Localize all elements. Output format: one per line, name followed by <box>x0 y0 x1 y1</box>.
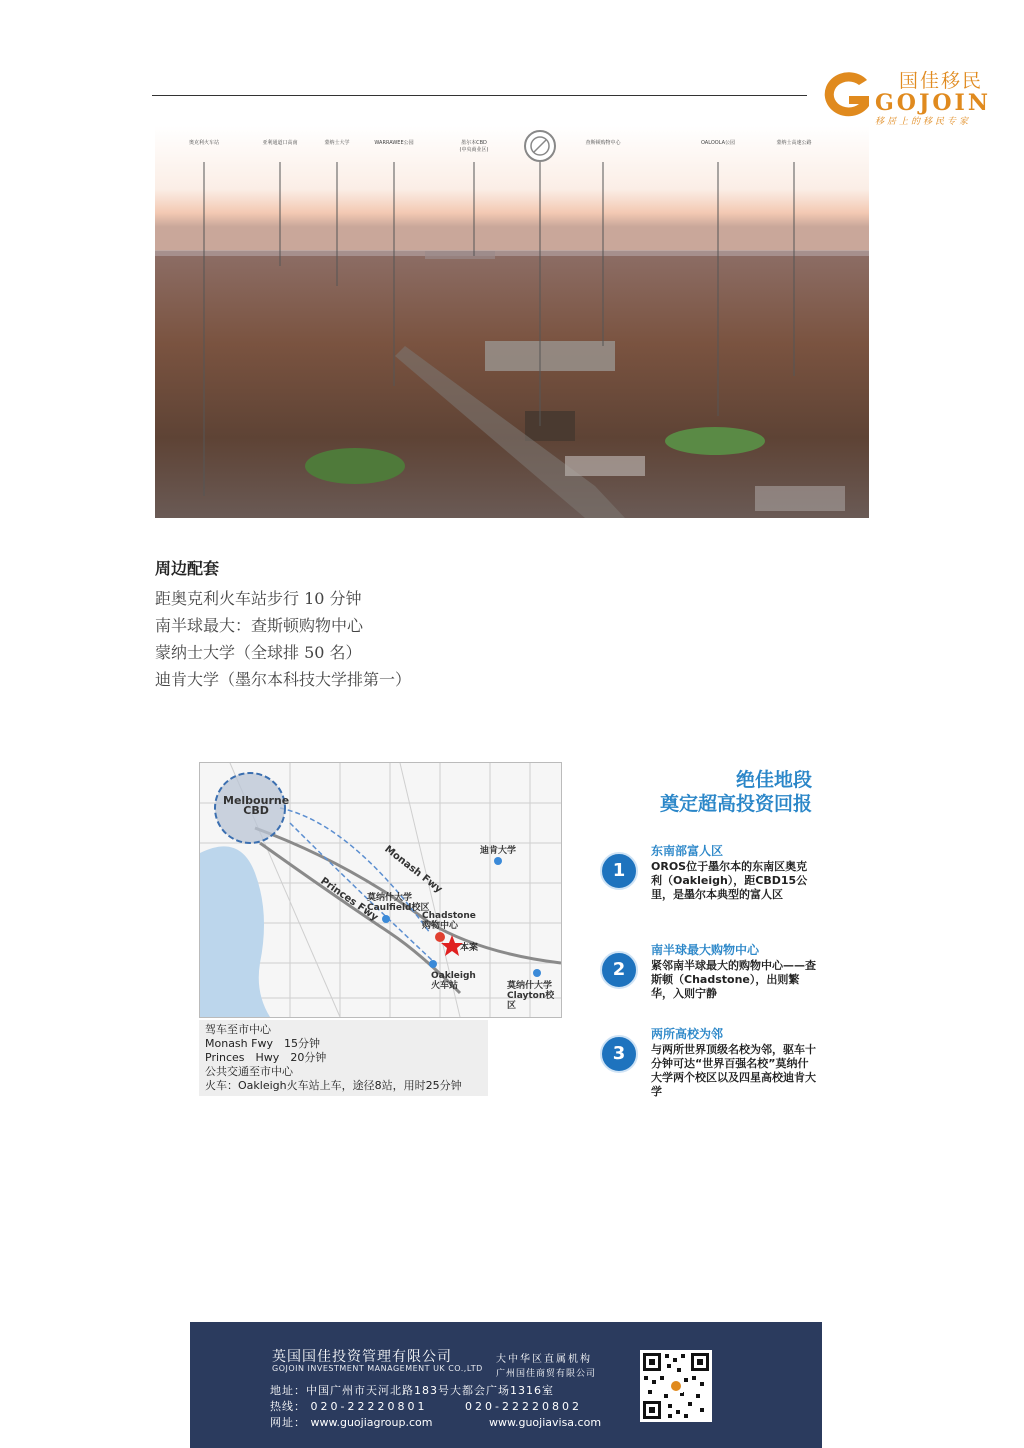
panel-title <box>600 768 812 816</box>
footer-hotline-2: 020-22220802 <box>465 1400 582 1413</box>
map-chadstone-1: Chadstone <box>422 911 476 921</box>
map-label-clayton <box>507 981 561 1011</box>
facilities-title: 周边配套 <box>155 559 220 578</box>
point-3 <box>600 1025 820 1100</box>
photo-label-cbd-1: 墨尔本CBD <box>461 140 487 146</box>
point-heading: 南半球最大购物中心 <box>651 943 760 957</box>
facilities-section <box>155 556 411 693</box>
map-chadstone-2: 购物中心 <box>422 921 459 931</box>
gojoin-logo <box>815 64 1005 126</box>
map-note: 火车：Oakleigh火车站上车，途径8站，用时25分钟 <box>205 1079 462 1092</box>
map-note: Monash Fwy 15分钟 <box>205 1037 320 1050</box>
facility-line: 迪肯大学（墨尔本科技大学排第一） <box>155 670 412 689</box>
footer-agent-1: 大中华区直属机构 <box>496 1354 592 1365</box>
point-2 <box>600 941 820 1003</box>
point-body: 紧邻南半球最大的购物中心——查斯顿（Chadstone），出则繁华，入则宁静 <box>651 959 816 1000</box>
photo-label-park: WARRAWEE公园 <box>374 140 414 146</box>
aerial-photo <box>155 126 869 518</box>
footer-company-en: GOJOIN INVESTMENT MANAGEMENT UK CO.,LTD <box>272 1364 483 1373</box>
point-body: 与两所世界顶级名校为邻，驱车十分钟可达“世界百强名校”莫纳什大学两个校区以及四星高校迪肯大学 <box>651 1043 816 1098</box>
map-clayton-2: Clayton校区 <box>507 991 555 1011</box>
footer-hotline-1: 020-22220801 <box>310 1400 428 1413</box>
footer-company: 英国国佳投资管理有限公司 <box>272 1349 452 1365</box>
photo-label-oakleigh: 奥克利火车站 <box>188 140 219 146</box>
point-heading: 两所高校为邻 <box>651 1027 724 1041</box>
photo-label-cbd <box>439 140 509 154</box>
point-number: 3 <box>600 1035 638 1073</box>
point-1 <box>600 842 820 922</box>
map-label-caulfield <box>367 893 429 913</box>
map-label-princes-fwy: Princes Fwy <box>318 875 380 924</box>
map-label-chadstone <box>422 911 476 931</box>
footer-hotline-label: 热线： <box>270 1400 306 1413</box>
qr-code-icon <box>640 1350 712 1422</box>
map-note: Princes Hwy 20分钟 <box>205 1051 327 1064</box>
point-number: 2 <box>600 951 638 989</box>
map-notes <box>199 1020 488 1096</box>
footer-web <box>270 1414 601 1430</box>
footer <box>190 1322 822 1448</box>
photo-label-park2: OALOOLA公园 <box>700 140 736 146</box>
map-label-oakleigh <box>431 971 476 991</box>
map-caulfield-1: 莫纳什大学 <box>367 893 413 903</box>
map-label-monash-fwy: Monash Fwy <box>382 843 445 896</box>
logo-cn: 国佳移民 <box>899 70 984 92</box>
photo-label-monash: 蒙纳士大学 <box>324 140 350 146</box>
map-label-project: 本案 <box>460 943 479 953</box>
photo-label-2: 亚利通道口高南 <box>262 140 298 146</box>
facility-line: 距奥克利火车站步行 10 分钟 <box>155 589 362 608</box>
map-caulfield-2: Caulfield校区 <box>367 903 430 913</box>
footer-hotline <box>270 1398 582 1414</box>
map-cbd-line2: CBD <box>243 804 269 817</box>
facility-line: 蒙纳士大学（全球排 50 名） <box>155 643 362 662</box>
point-heading: 东南部富人区 <box>651 844 724 858</box>
map-label-cbd <box>223 796 289 816</box>
photo-label-cbd-2: (中央商业区) <box>459 147 489 153</box>
logo-en: GOJOIN <box>875 90 991 116</box>
qr-code <box>640 1350 712 1422</box>
facility-line: 南半球最大：查斯顿购物中心 <box>155 616 364 635</box>
map-note: 公共交通至市中心 <box>205 1065 293 1078</box>
footer-agent-2: 广州国佳商贸有限公司 <box>496 1369 597 1379</box>
location-map <box>199 762 562 1018</box>
footer-web-label: 网址： <box>270 1416 306 1429</box>
footer-web-2[interactable]: www.guojiavisa.com <box>489 1416 602 1429</box>
header-rule <box>152 95 807 96</box>
map-label-deakin: 迪肯大学 <box>480 846 517 856</box>
map-note: 驾车至市中心 <box>205 1023 271 1036</box>
map-clayton-1: 莫纳什大学 <box>507 981 553 991</box>
photo-label-freeway: 蒙纳士高速公路 <box>776 140 812 146</box>
photo-label-chadstone: 查斯顿购物中心 <box>585 140 621 146</box>
aerial-photo-graphic <box>155 126 869 518</box>
point-body: OROS位于墨尔本的东南区奥克利（Oakleigh），距CBD15公里，是墨尔本典型的富人区 <box>651 860 808 901</box>
map-oakleigh-1: Oakleigh <box>431 971 476 981</box>
point-number: 1 <box>600 852 638 890</box>
footer-address: 地址：中国广州市天河北路183号大都会广场1316室 <box>270 1384 554 1397</box>
panel-title-1: 绝佳地段 <box>735 769 812 791</box>
panel-title-2: 奠定超高投资回报 <box>659 793 812 815</box>
logo-slogan: 移居上的移民专家 <box>875 117 972 127</box>
map-oakleigh-2: 火车站 <box>431 981 459 991</box>
logo-g-icon <box>815 66 877 124</box>
footer-web-1[interactable]: www.guojiagroup.com <box>310 1416 433 1429</box>
map-cbd-line1: Melbourne <box>223 794 290 807</box>
